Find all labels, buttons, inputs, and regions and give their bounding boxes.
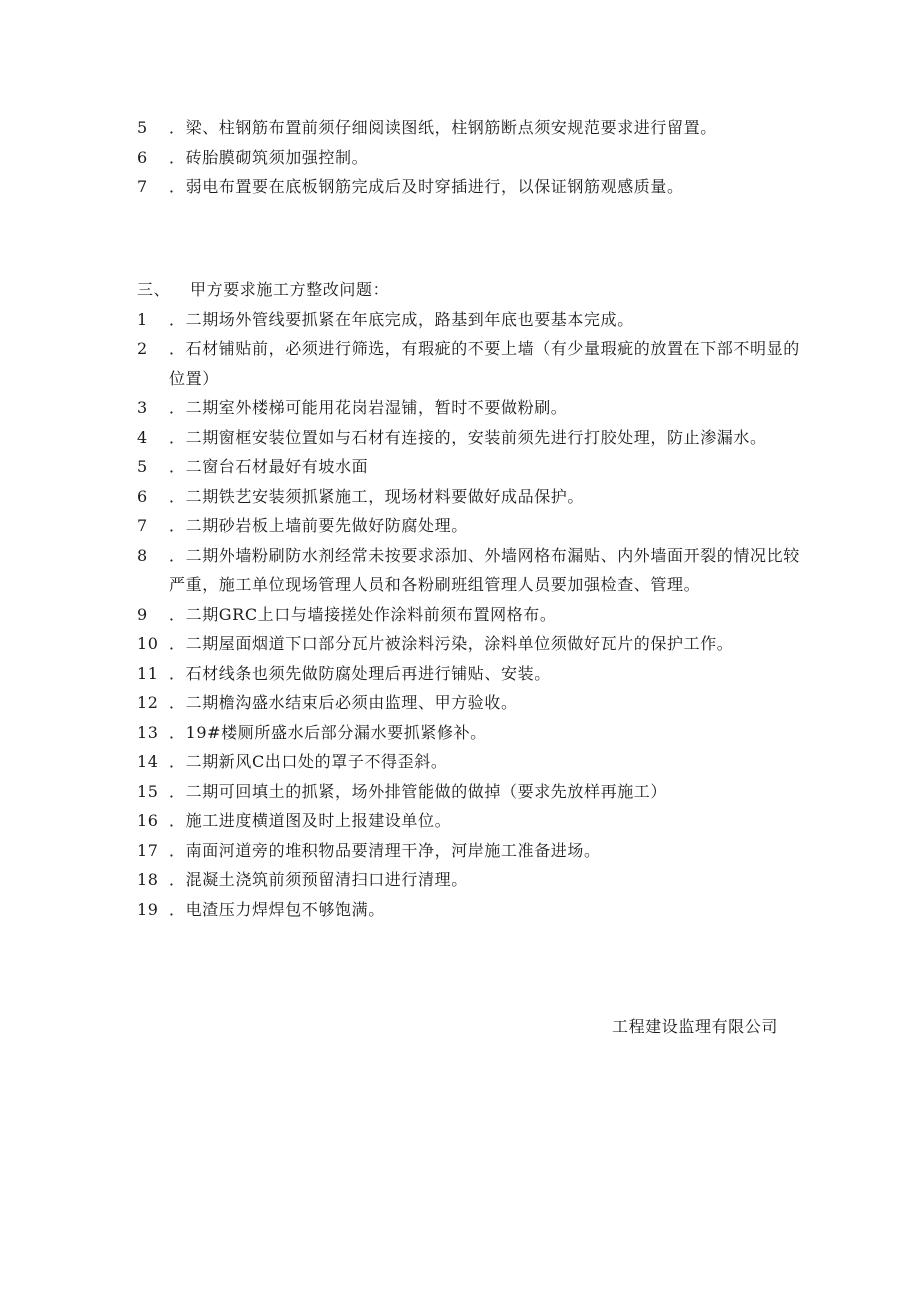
list-item xyxy=(137,143,807,173)
list-item xyxy=(137,806,807,836)
item-number: 7 xyxy=(137,516,148,535)
list-item xyxy=(137,600,807,630)
item-text: ．梁、柱钢筋布置前须仔细阅读图纸，柱钢筋断点须安规范要求进行留置。 xyxy=(169,118,717,137)
item-number: 6 xyxy=(137,147,148,167)
item-text: ．混凝土浇筑前须预留清扫口进行清理。 xyxy=(169,870,468,889)
item-text: ．施工进度横道图及时上报建设单位。 xyxy=(169,811,452,830)
item-number: 7 xyxy=(137,177,148,196)
list-item xyxy=(137,659,807,689)
item-text: ．二期场外管线要抓紧在年底完成，路基到年底也要基本完成。 xyxy=(169,309,634,329)
item-text: ．弱电布置要在底板钢筋完成后及时穿插进行，以保证钢筋观感质量。 xyxy=(169,177,684,196)
item-number: 19 xyxy=(137,899,159,919)
item-number: 9 xyxy=(137,604,148,624)
item-text: ．二期GRC上口与墙接搓处作涂料前须布置网格布。 xyxy=(169,604,557,624)
list-item xyxy=(137,172,807,202)
item-number: 16 xyxy=(137,811,159,830)
list-item xyxy=(137,393,807,423)
item-text: ．南面河道旁的堆积物品要清理干净，河岸施工准备进场。 xyxy=(169,840,601,860)
item-number: 11 xyxy=(137,663,159,683)
item-number: 10 xyxy=(137,634,159,653)
item-text: ．二窗台石材最好有坡水面 xyxy=(169,457,369,476)
list-item xyxy=(137,113,807,143)
item-number: 3 xyxy=(137,398,148,417)
item-number: 5 xyxy=(137,457,148,476)
main-list xyxy=(137,275,807,924)
item-text: ．二期砂岩板上墙前要先做好防腐处理。 xyxy=(169,516,468,535)
item-text: ．二期屋面烟道下口部分瓦片被涂料污染，涂料单位须做好瓦片的保护工作。 xyxy=(169,634,734,653)
list-item xyxy=(137,482,807,512)
list-item xyxy=(137,629,807,659)
item-text: ．19#楼厕所盛水后部分漏水要抓紧修补。 xyxy=(169,722,487,742)
list-item xyxy=(137,777,807,807)
item-number: 6 xyxy=(137,486,148,506)
item-number: 4 xyxy=(137,427,148,447)
item-text: ．石材线条也须先做防腐处理后再进行铺贴、安装。 xyxy=(169,663,551,683)
list-item xyxy=(137,541,807,600)
company-signature: 工程建设监理有限公司 xyxy=(611,1017,778,1036)
section-heading xyxy=(137,275,807,305)
item-number: 8 xyxy=(137,545,148,565)
section-number: 三、 xyxy=(137,280,171,299)
item-text: ．砖胎膜砌筑须加强控制。 xyxy=(169,147,369,167)
list-item xyxy=(137,747,807,777)
item-text: ．二期新风C出口处的罩子不得歪斜。 xyxy=(169,752,448,771)
list-item xyxy=(137,423,807,453)
list-item xyxy=(137,334,807,393)
list-item xyxy=(137,895,807,925)
item-number: 12 xyxy=(137,693,159,712)
item-number: 15 xyxy=(137,781,159,801)
item-text: ．二期可回填土的抓紧，场外排管能做的做掉（要求先放样再施工） xyxy=(169,781,668,801)
item-number: 18 xyxy=(137,870,159,889)
list-item xyxy=(137,511,807,541)
item-text: ．二期外墙粉刷防水剂经常未按要求添加、外墙网格布漏贴、内外墙面开裂的情况比较严重，施工单位现场管理人员和各粉刷班组管理人员要加强检查、管理。 xyxy=(169,545,800,594)
item-number: 17 xyxy=(137,840,159,860)
item-text: ．二期室外楼梯可能用花岗岩湿铺，暂时不要做粉刷。 xyxy=(169,398,568,417)
item-text: ．二期窗框安装位置如与石材有连接的，安装前须先进行打胶处理，防止渗漏水。 xyxy=(169,427,767,447)
item-number: 5 xyxy=(137,118,148,137)
section-title: 甲方要求施工方整改问题： xyxy=(190,280,390,299)
list-item xyxy=(137,452,807,482)
item-number: 2 xyxy=(137,339,148,358)
item-text: ．二期铁艺安装须抓紧施工，现场材料要做好成品保护。 xyxy=(169,486,585,506)
list-item xyxy=(137,688,807,718)
item-number: 14 xyxy=(137,752,159,771)
item-text: ．二期檐沟盛水结束后必须由监理、甲方验收。 xyxy=(169,693,518,712)
list-item xyxy=(137,865,807,895)
list-item xyxy=(137,305,807,335)
list-item xyxy=(137,718,807,748)
top-list xyxy=(137,113,807,202)
item-text: ．电渣压力焊焊包不够饱满。 xyxy=(169,899,385,919)
item-number: 13 xyxy=(137,722,159,742)
item-text: ．石材铺贴前，必须进行筛选，有瑕疵的不要上墙（有少量瑕疵的放置在下部不明显的位置） xyxy=(169,339,800,388)
list-item xyxy=(137,836,807,866)
item-number: 1 xyxy=(137,309,148,329)
